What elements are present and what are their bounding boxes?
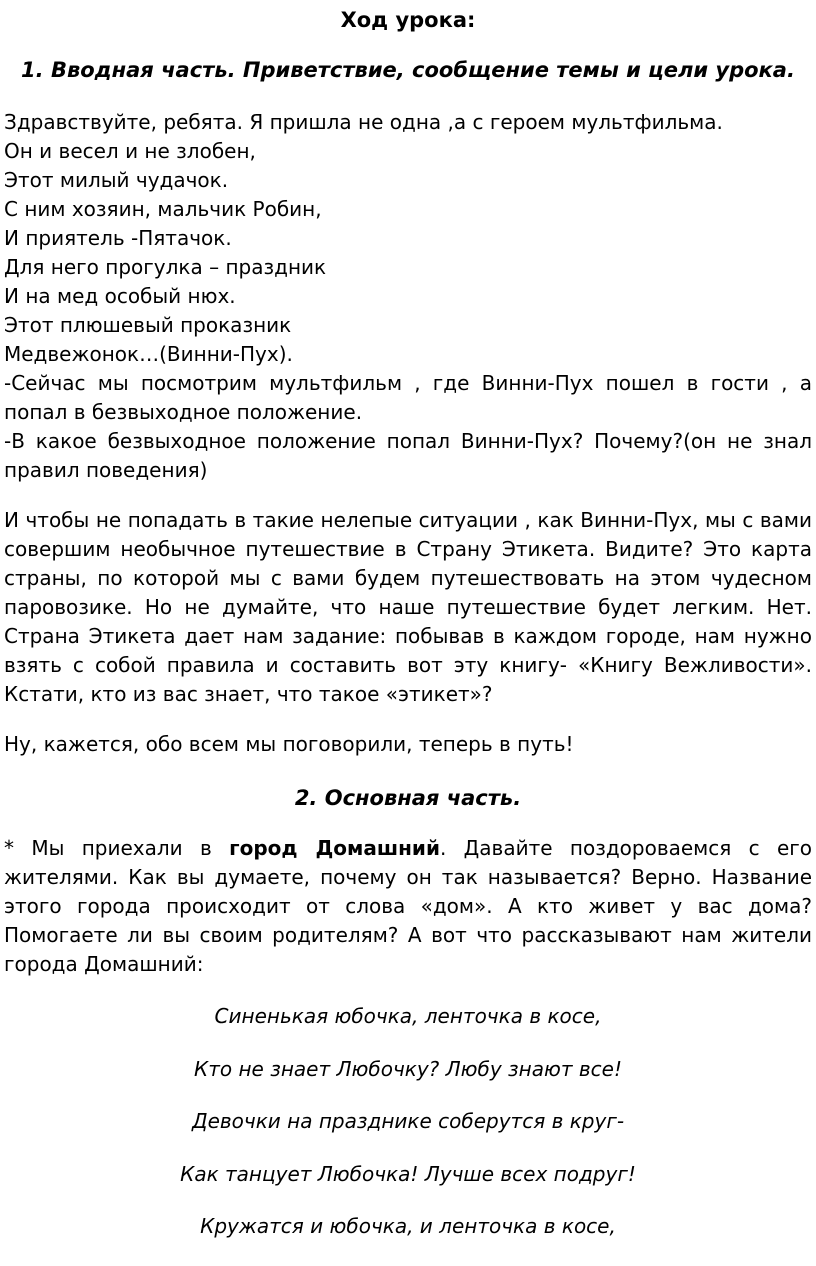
- lesson-title: Ход урока:: [340, 8, 476, 32]
- paragraph-line: совершим необычное путешествие в Страну Этикета. Видите? Это карта: [4, 537, 812, 561]
- paragraph-line: Кстати, кто из вас знает, что такое «этикет»?: [4, 682, 493, 706]
- etiquette-paragraph: [4, 506, 812, 709]
- poem-line: Как танцует Любочка! Лучше всех подруг!: [180, 1162, 636, 1186]
- paragraph-line: жителями. Как вы думаете, почему он так называется? Верно. Название: [4, 865, 812, 889]
- intro-line: Медвежонок…(Винни-Пух).: [4, 342, 293, 366]
- paragraph-line: И чтобы не попадать в такие нелепые ситуации , как Винни-Пух, мы с вами: [4, 508, 812, 532]
- paragraph-start: * Мы приехали в: [4, 836, 230, 860]
- section-1-heading: 1. Вводная часть. Приветствие, сообщение темы и цели урока.: [21, 58, 795, 82]
- intro-line: И на мед особый нюх.: [4, 284, 236, 308]
- intro-line: попал в безвыходное положение.: [4, 400, 363, 424]
- paragraph-line: Страна Этикета дает нам задание: побывав в каждом городе, нам нужно: [4, 624, 812, 648]
- intro-line: Здравствуйте, ребята. Я пришла не одна ,а с героем мультфильма.: [4, 110, 723, 134]
- intro-line: правил поведения): [4, 458, 208, 482]
- paragraph-line: этого города происходит от слова «дом». А кто живет у вас дома?: [4, 894, 812, 918]
- intro-block: [4, 108, 812, 485]
- intro-line: Он и весел и не злобен,: [4, 139, 256, 163]
- intro-line: С ним хозяин, мальчик Робин,: [4, 197, 322, 221]
- intro-line: Этот милый чудачок.: [4, 168, 229, 192]
- paragraph-line: паровозике. Но не думайте, что наше путешествие будет легким. Нет.: [4, 595, 812, 619]
- paragraph-line: страны, по которой мы с вами будем путешествовать на этом чудесном: [4, 566, 812, 590]
- intro-line: -В какое безвыходное положение попал Винни-Пух? Почему?(он не знал: [4, 429, 812, 453]
- city-name: город Домашний: [229, 836, 440, 860]
- poem-line: Кружатся и юбочка, и ленточка в косе,: [200, 1214, 616, 1238]
- paragraph-line: города Домашний:: [4, 952, 204, 976]
- poem-line: Кто не знает Любочку? Любу знают все!: [194, 1057, 622, 1081]
- paragraph-first-line: [4, 834, 812, 863]
- poem-line: Синенькая юбочка, ленточка в косе,: [214, 1004, 602, 1028]
- city-paragraph: [4, 834, 812, 979]
- paragraph-continuation: . Давайте поздороваемся с его: [439, 836, 812, 860]
- paragraph-line: Помогаете ли вы своим родителям? А вот что рассказывают нам жители: [4, 923, 812, 947]
- poem-line: Девочки на празднике соберутся в круг-: [191, 1109, 625, 1133]
- section-2-heading: 2. Основная часть.: [294, 786, 522, 810]
- closing-line-block: [4, 730, 812, 759]
- intro-line: Для него прогулка – праздник: [4, 255, 327, 279]
- closing-line: Ну, кажется, обо всем мы поговорили, теперь в путь!: [4, 732, 574, 756]
- paragraph-line: взять с собой правила и составить вот эту книгу- «Книгу Вежливости».: [4, 653, 812, 677]
- intro-line: Этот плюшевый проказник: [4, 313, 292, 337]
- intro-line: И приятель -Пятачок.: [4, 226, 232, 250]
- intro-line: -Сейчас мы посмотрим мультфильм , где Винни-Пух пошел в гости , а: [4, 371, 812, 395]
